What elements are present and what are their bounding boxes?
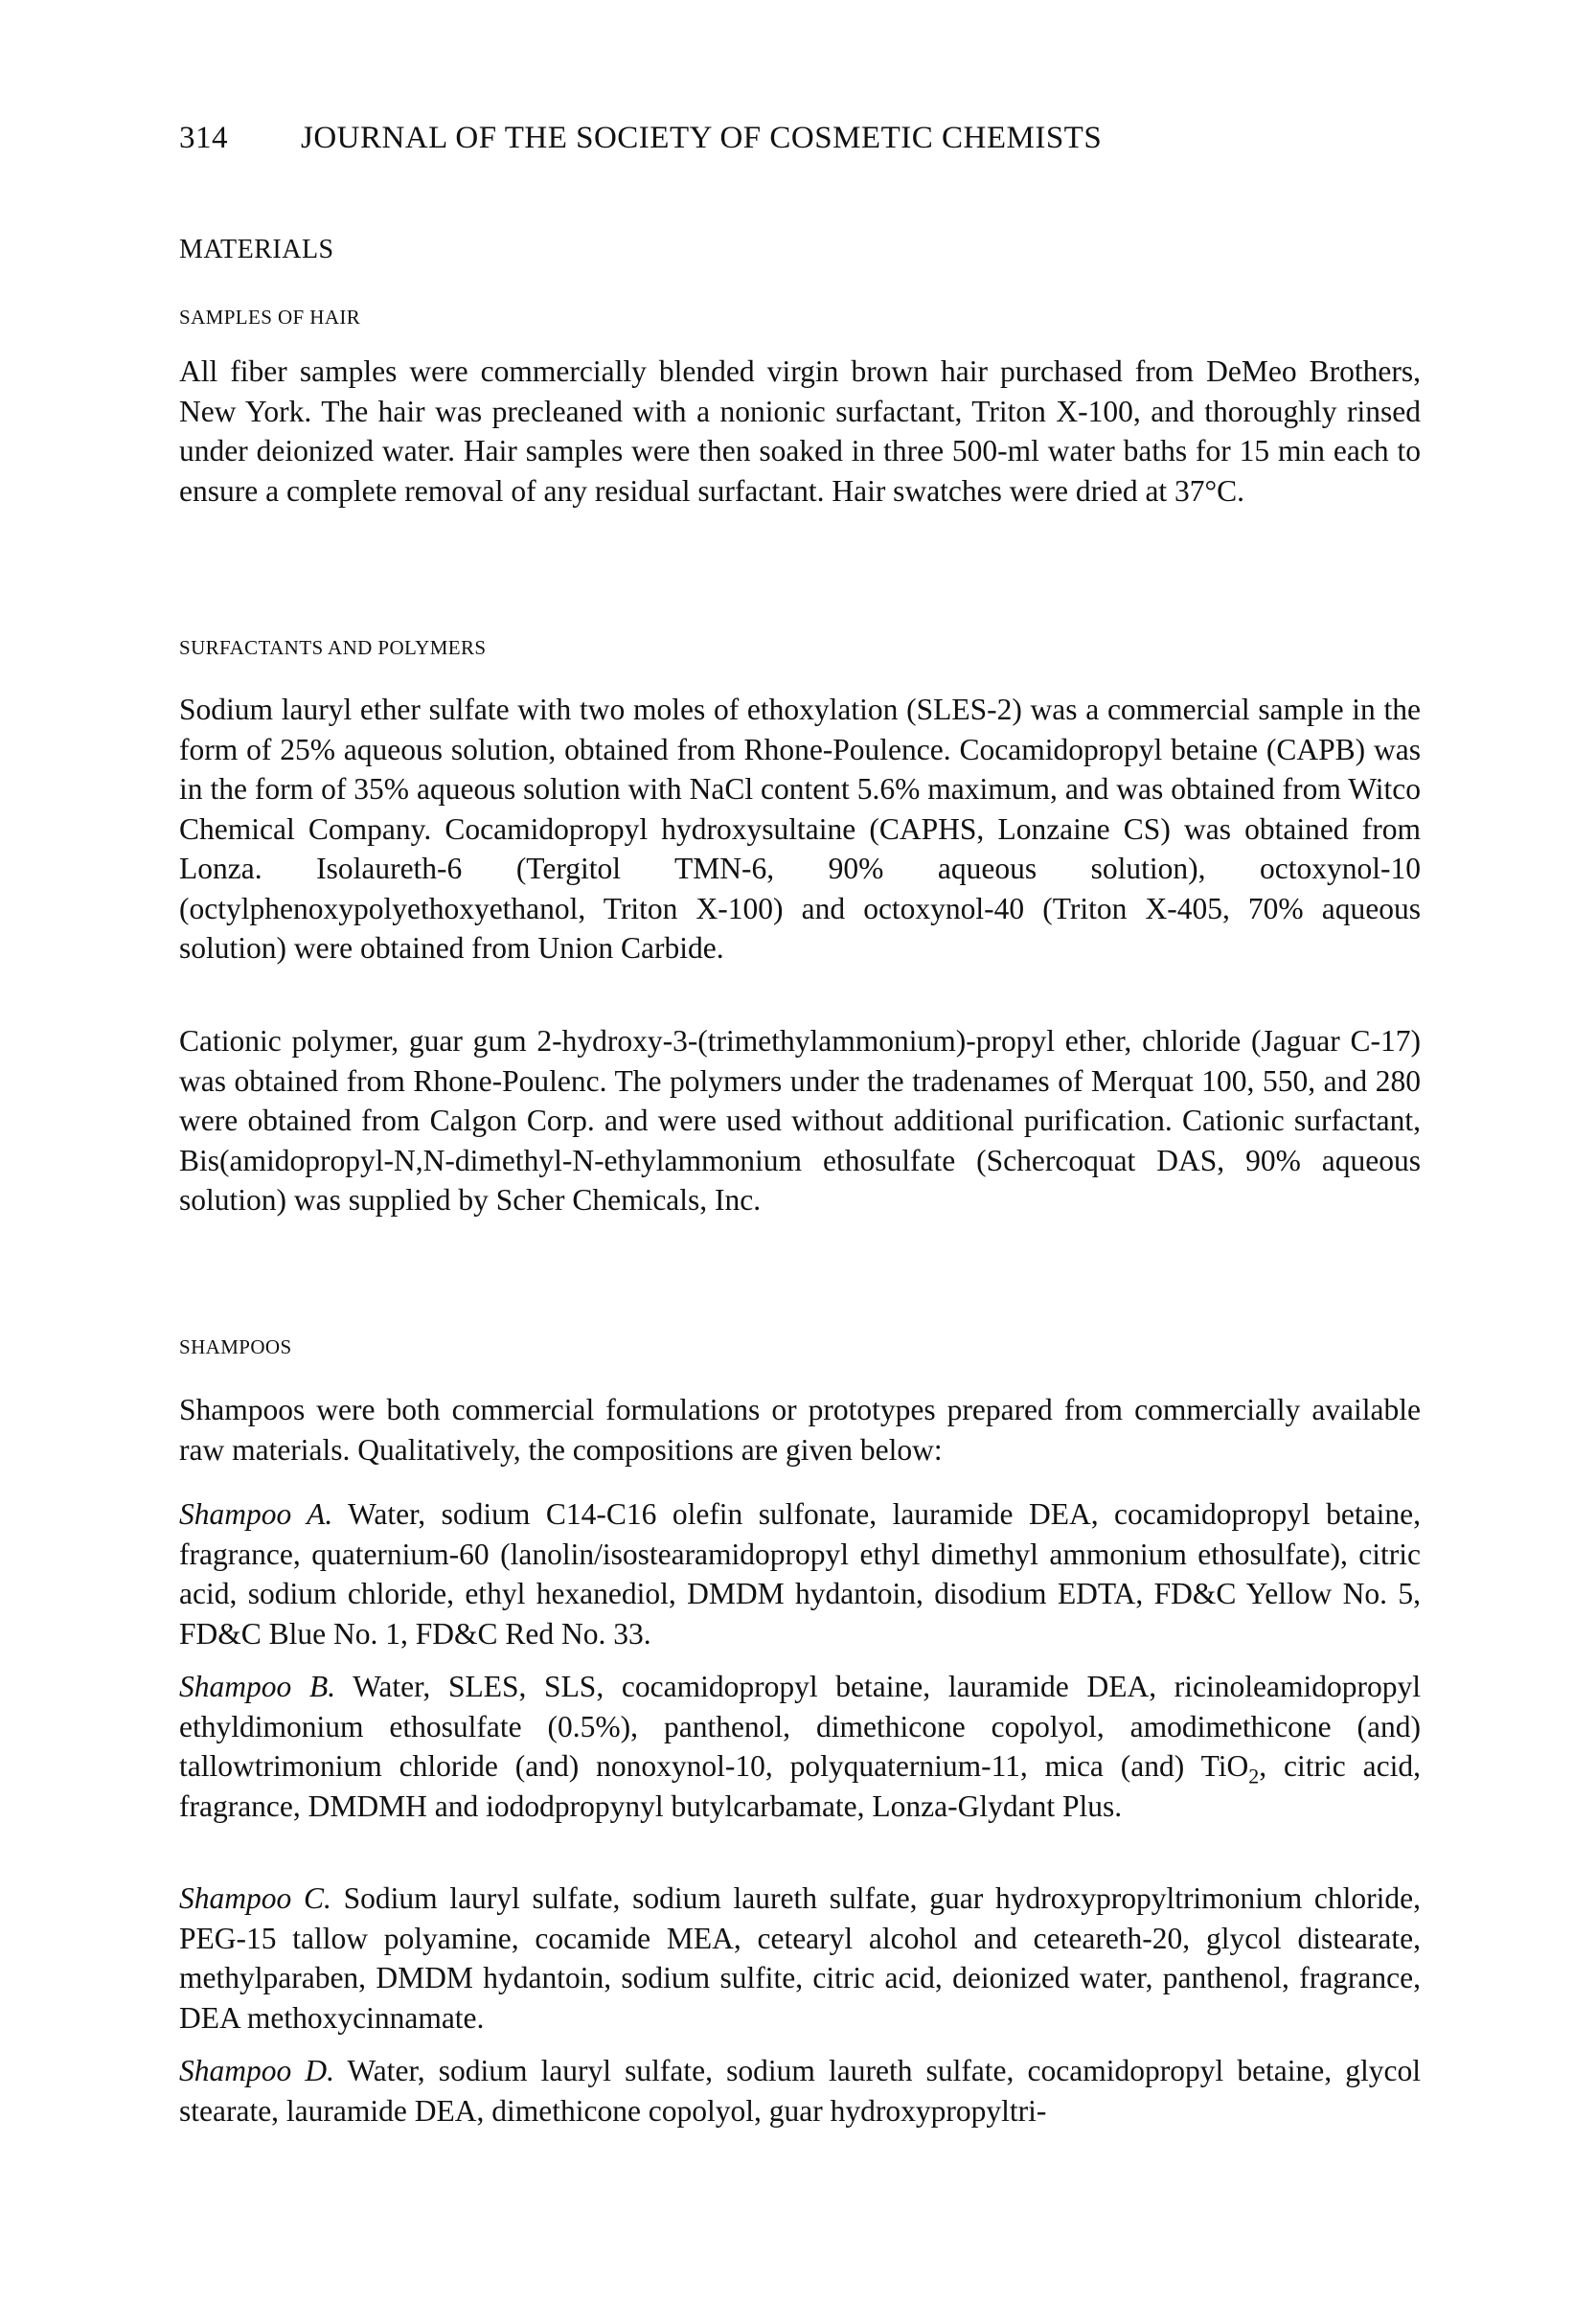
paragraph-polymers: Cationic polymer, guar gum 2-hydroxy-3-(trimethylammonium)-propyl ether, chloride (Jaguar C-17) was obtained from Rhone-Poulenc. The polymers under the tradenames of Merquat 100, 550, and 280 were obtained from Calgon Corp. and were used without additional purification. Cationic surfactant, Bis(amidopropyl-N,N-dimethyl-N-ethylammonium ethosulfate (Schercoquat DAS, 90% aqueous solution) was supplied by Scher Chemicals, Inc. xyxy=(179,1024,1421,1217)
journal-title: JOURNAL OF THE SOCIETY OF COSMETIC CHEMISTS xyxy=(301,121,1103,155)
subheading-surfactants-and-polymers: SURFACTANTS AND POLYMERS xyxy=(179,636,487,659)
shampoo-c-description xyxy=(179,1879,1421,2038)
page-number: 314 xyxy=(179,121,228,155)
shampoo-b-description xyxy=(179,1667,1421,1826)
shampoo-b-label: Shampoo B. xyxy=(179,1670,336,1703)
subheading-samples-of-hair: SAMPLES OF HAIR xyxy=(179,306,361,329)
shampoo-a-text: Water, sodium C14-C16 olefin sulfonate, lauramide DEA, cocamidopropyl betaine, fragrance, quaternium-60 (lanolin/isostearamidopropyl ethyl dimethyl ammonium ethosulfate), citric acid, sodium chloride, ethyl hexanediol, DMDM hydantoin, disodium EDTA, FD&C Yellow No. 5, FD&C Blue No. 1, FD&C Red No. 33. xyxy=(179,1497,1422,1651)
shampoo-d-label: Shampoo D. xyxy=(179,2054,334,2087)
subscript-2: 2 xyxy=(1248,1764,1260,1788)
subheading-shampoos: SHAMPOOS xyxy=(179,1335,292,1358)
shampoo-a-description xyxy=(179,1494,1421,1653)
shampoo-b-text-cont: , citric acid, fragrance, DMDMH and iododpropynyl butylcarbamate, Lonza-Glydant Plus. xyxy=(179,1749,1421,1823)
shampoo-d-text: Water, sodium lauryl sulfate, sodium laureth sulfate, cocamidopropyl betaine, glycol stearate, lauramide DEA, dimethicone copolyol, guar hydroxypropyltri- xyxy=(179,2054,1421,2128)
shampoo-c-text: Sodium lauryl sulfate, sodium laureth sulfate, guar hydroxypropyltrimonium chloride, PEG-15 tallow polyamine, cocamide MEA, cetearyl alcohol and ceteareth-20, glycol distearate, methylparaben, DMDM hydantoin, sodium sulfite, citric acid, deionized water, panthenol, fragrance, DEA methoxycinnamate. xyxy=(179,1881,1421,2035)
shampoo-c-label: Shampoo C. xyxy=(179,1881,331,1915)
shampoo-d-description xyxy=(179,2051,1421,2130)
shampoo-a-label: Shampoo A. xyxy=(179,1497,333,1531)
shampoo-b-text: Water, SLES, SLS, cocamidopropyl betaine, lauramide DEA, ricinoleamidopropyl ethyldimonium ethosulfate (0.5%), panthenol, dimethicone copolyol, amodimethicone (and) tallowtrimonium chloride (and) nonoxynol-10, polyquaternium-11, mica (and) TiO xyxy=(179,1670,1421,1783)
section-heading-materials: MATERIALS xyxy=(179,235,334,264)
paragraph-surfactants: Sodium lauryl ether sulfate with two moles of ethoxylation (SLES-2) was a commercial sample in the form of 25% aqueous solution, obtained from Rhone-Poulence. Cocamidopropyl betaine (CAPB) was in the form of 35% aqueous solution with NaCl content 5.6% maximum, and was obtained from Witco Chemical Company. Cocamidopropyl hydroxysultaine (CAPHS, Lonzaine CS) was obtained from Lonza. Isolaureth-6 (Tergitol TMN-6, 90% aqueous solution), octoxynol-10 (octylphenoxypolyethoxyethanol, Triton X-100) and octoxynol-40 (Triton X-405, 70% aqueous solution) were obtained from Union Carbide. xyxy=(179,693,1421,965)
paragraph-shampoos-intro: Shampoos were both commercial formulations or prototypes prepared from commercially available raw materials. Qualitatively, the compositions are given below: xyxy=(179,1393,1421,1467)
paragraph-samples-of-hair: All fiber samples were commercially blended virgin brown hair purchased from DeMeo Brothers, New York. The hair was precleaned with a nonionic surfactant, Triton X-100, and thoroughly rinsed under deionized water. Hair samples were then soaked in three 500-ml water baths for 15 min each to ensure a complete removal of any residual surfactant. Hair swatches were dried at 37°C. xyxy=(179,354,1421,508)
